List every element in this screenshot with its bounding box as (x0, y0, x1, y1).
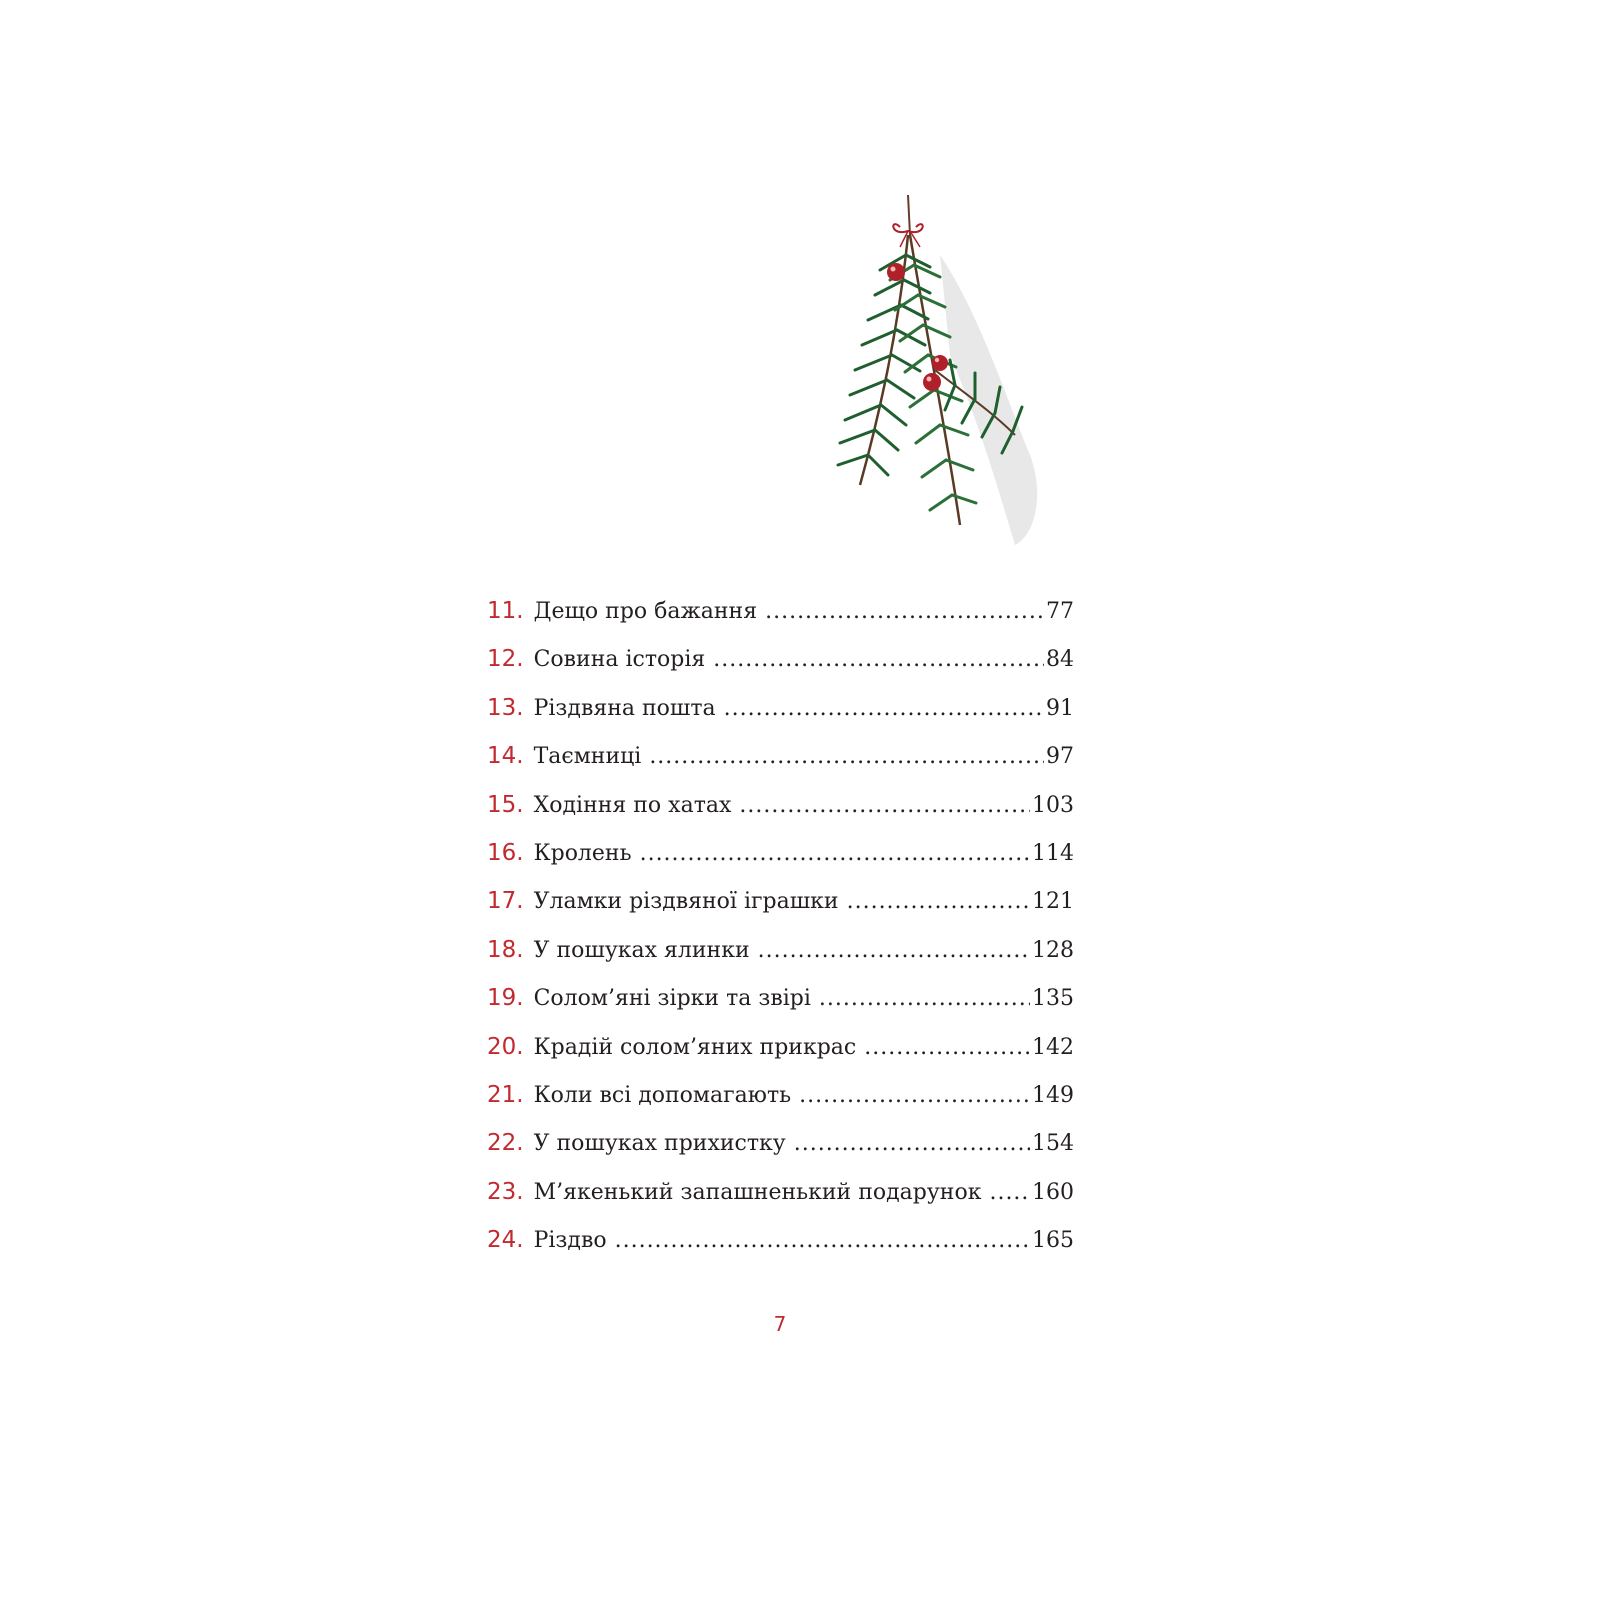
chapter-title: У пошуках ялинки (533, 937, 750, 963)
chapter-page: 91 (1046, 695, 1074, 721)
chapter-page: 97 (1046, 744, 1074, 770)
chapter-number: 13. (487, 694, 524, 721)
chapter-page: 154 (1032, 1131, 1074, 1157)
chapter-number: 17. (487, 888, 524, 915)
chapter-title: Совина історія (533, 647, 706, 673)
chapter-number: 14. (487, 743, 524, 770)
dot-leader (724, 696, 1044, 721)
dot-leader (640, 841, 1030, 866)
dot-leader (989, 1180, 1030, 1205)
chapter-page: 121 (1032, 889, 1074, 915)
fir-branch-with-berries-icon (830, 195, 1060, 555)
toc-entry[interactable] (487, 1034, 1074, 1082)
chapter-title: Солом’яні зірки та звірі (533, 986, 811, 1012)
chapter-title: У пошуках прихистку (533, 1131, 786, 1157)
dot-leader (864, 1035, 1030, 1060)
page-number: 7 (773, 1312, 787, 1336)
chapter-page: 135 (1032, 986, 1074, 1012)
toc-entry[interactable] (487, 985, 1074, 1033)
dot-leader (819, 986, 1030, 1011)
chapter-title: Різдво (533, 1228, 607, 1254)
chapter-title: Дещо про бажання (533, 599, 758, 624)
chapter-page: 165 (1032, 1228, 1074, 1254)
toc-entry[interactable] (487, 937, 1074, 985)
chapter-number: 24. (487, 1227, 524, 1254)
chapter-page: 149 (1032, 1082, 1074, 1108)
dot-leader (794, 1131, 1030, 1156)
toc-entry[interactable] (487, 1082, 1074, 1130)
dot-leader (713, 647, 1044, 672)
chapter-page: 114 (1032, 840, 1074, 866)
toc-entry[interactable] (487, 598, 1074, 646)
chapter-page: 142 (1032, 1034, 1074, 1060)
chapter-number: 15. (487, 791, 524, 818)
chapter-page: 77 (1046, 599, 1074, 624)
toc-entry[interactable] (487, 743, 1074, 791)
chapter-title: Таємниці (533, 744, 642, 770)
chapter-title: Крадій солом’яних прикрас (533, 1034, 857, 1060)
dot-leader (758, 938, 1030, 963)
toc-entry[interactable] (487, 840, 1074, 888)
toc-entry[interactable] (487, 646, 1074, 694)
dot-leader (649, 744, 1044, 769)
chapter-number: 23. (487, 1178, 524, 1205)
dot-leader (847, 889, 1030, 914)
chapter-title: М’якенький запашненький подарунок (533, 1179, 982, 1205)
chapter-number: 12. (487, 646, 524, 673)
toc-entry[interactable] (487, 888, 1074, 936)
chapter-number: 21. (487, 1081, 524, 1108)
dot-leader (615, 1228, 1030, 1253)
chapter-title: Уламки різдвяної іграшки (533, 889, 839, 915)
table-of-contents (487, 598, 1074, 1275)
chapter-number: 19. (487, 985, 524, 1012)
chapter-page: 84 (1046, 647, 1074, 673)
chapter-number: 16. (487, 839, 524, 866)
chapter-title: Кролень (533, 840, 632, 866)
dot-leader (765, 599, 1044, 624)
chapter-page: 128 (1032, 937, 1074, 963)
toc-entry[interactable] (487, 1227, 1074, 1275)
toc-entry[interactable] (487, 695, 1074, 743)
chapter-number: 11. (487, 598, 524, 624)
chapter-number: 22. (487, 1130, 524, 1157)
chapter-page: 160 (1032, 1179, 1074, 1205)
dot-leader (739, 793, 1030, 818)
toc-entry[interactable] (487, 1130, 1074, 1178)
chapter-page: 103 (1032, 792, 1074, 818)
toc-entry[interactable] (487, 792, 1074, 840)
chapter-number: 18. (487, 936, 524, 963)
chapter-title: Коли всі допомагають (533, 1082, 792, 1108)
toc-entry[interactable] (487, 1179, 1074, 1227)
chapter-title: Різдвяна пошта (533, 695, 716, 721)
dot-leader (799, 1083, 1030, 1108)
chapter-title: Ходіння по хатах (533, 792, 732, 818)
chapter-number: 20. (487, 1033, 524, 1060)
